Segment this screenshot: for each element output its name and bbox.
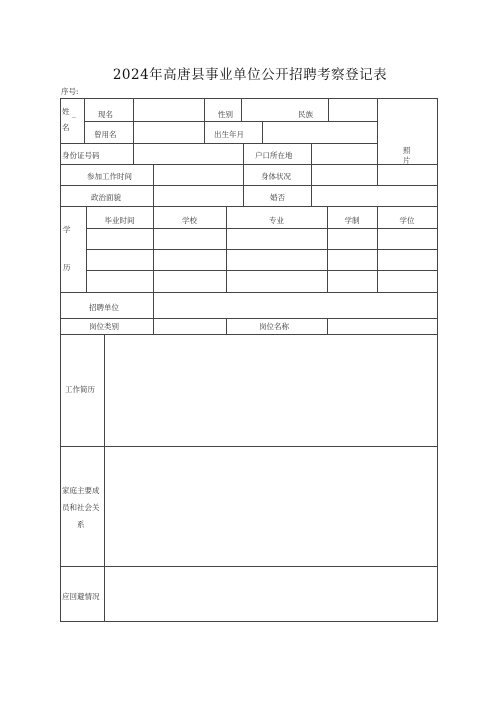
- edu-header-major: 专业: [269, 216, 284, 225]
- edu-header-grad-time: 毕业时间: [104, 216, 135, 225]
- position-name-label: 岗位名称: [259, 322, 289, 331]
- work-start-field[interactable]: [154, 165, 243, 185]
- education-label-char1: 学: [63, 225, 71, 234]
- rule-household-left: [243, 143, 244, 164]
- ethnicity-field[interactable]: [329, 99, 377, 121]
- position-type-label: 岗位类别: [89, 322, 119, 331]
- photo-area[interactable]: [378, 99, 437, 185]
- avoidance-label: 应回避情况: [62, 592, 100, 601]
- rule-name-label-right: [84, 98, 85, 143]
- birth-field[interactable]: [263, 122, 377, 143]
- health-label: 身体状况: [261, 172, 291, 181]
- marital-field[interactable]: [312, 186, 437, 206]
- rule-health-left: [243, 164, 244, 206]
- work-history-label: 工作简历: [65, 385, 95, 394]
- edu-row-2[interactable]: [87, 250, 437, 270]
- table-bottom-border: [60, 621, 438, 622]
- family-relations-field[interactable]: [105, 447, 437, 566]
- ethnicity-label: 民族: [298, 110, 313, 119]
- photo-label-char1: 照: [403, 146, 411, 155]
- former-name-label: 曾用名: [94, 130, 117, 139]
- recruit-unit-field[interactable]: [154, 293, 437, 318]
- edu-row-3[interactable]: [87, 271, 437, 292]
- name-label-underscore: _: [72, 109, 76, 118]
- edu-header-length: 学制: [344, 216, 360, 225]
- current-name-label: 现名: [98, 110, 113, 119]
- edu-row-1[interactable]: [87, 229, 437, 249]
- household-label: 户口所在地: [255, 151, 293, 160]
- education-label-char2: 历: [63, 263, 71, 272]
- edu-header-school: 学校: [182, 216, 197, 225]
- rule-gender-left: [204, 98, 205, 143]
- photo-label-char2: 片: [403, 156, 411, 165]
- household-field[interactable]: [312, 144, 377, 164]
- edu-header-degree: 学位: [399, 216, 415, 225]
- name-label-char2: 名: [62, 123, 70, 132]
- family-relations-label-line1: 家庭主要成: [62, 486, 100, 495]
- political-label: 政治面貌: [91, 193, 121, 202]
- gender-label: 性别: [218, 110, 233, 119]
- recruit-unit-label: 招聘单位: [89, 303, 119, 312]
- gender-field[interactable]: [242, 99, 291, 121]
- avoidance-field[interactable]: [105, 567, 437, 621]
- position-name-field[interactable]: [328, 319, 437, 334]
- work-start-label: 参加工作时间: [87, 172, 132, 181]
- birth-label: 出生年月: [214, 130, 244, 139]
- id-number-field[interactable]: [134, 144, 243, 164]
- marital-label: 婚否: [270, 193, 285, 202]
- family-relations-label-line3: 系: [77, 520, 85, 529]
- family-relations-label-line2: 员和社会关: [62, 503, 100, 512]
- health-field[interactable]: [312, 165, 377, 185]
- table-right-border: [437, 98, 438, 622]
- id-number-label: 身份证号码: [62, 151, 100, 160]
- table-left-border: [60, 98, 61, 622]
- rule-position-name-left: [226, 318, 227, 334]
- position-type-field[interactable]: [154, 319, 226, 334]
- work-history-field[interactable]: [105, 335, 437, 446]
- rule-work-start-row: [60, 206, 438, 207]
- former-name-field[interactable]: [134, 122, 204, 143]
- form-title: 2024年高唐县事业单位公开招聘考察登记表: [112, 67, 388, 83]
- current-name-field[interactable]: [134, 99, 204, 121]
- name-label-char1: 姓: [62, 107, 70, 116]
- serial-number-label: 序号:: [61, 87, 79, 96]
- political-field[interactable]: [154, 186, 243, 206]
